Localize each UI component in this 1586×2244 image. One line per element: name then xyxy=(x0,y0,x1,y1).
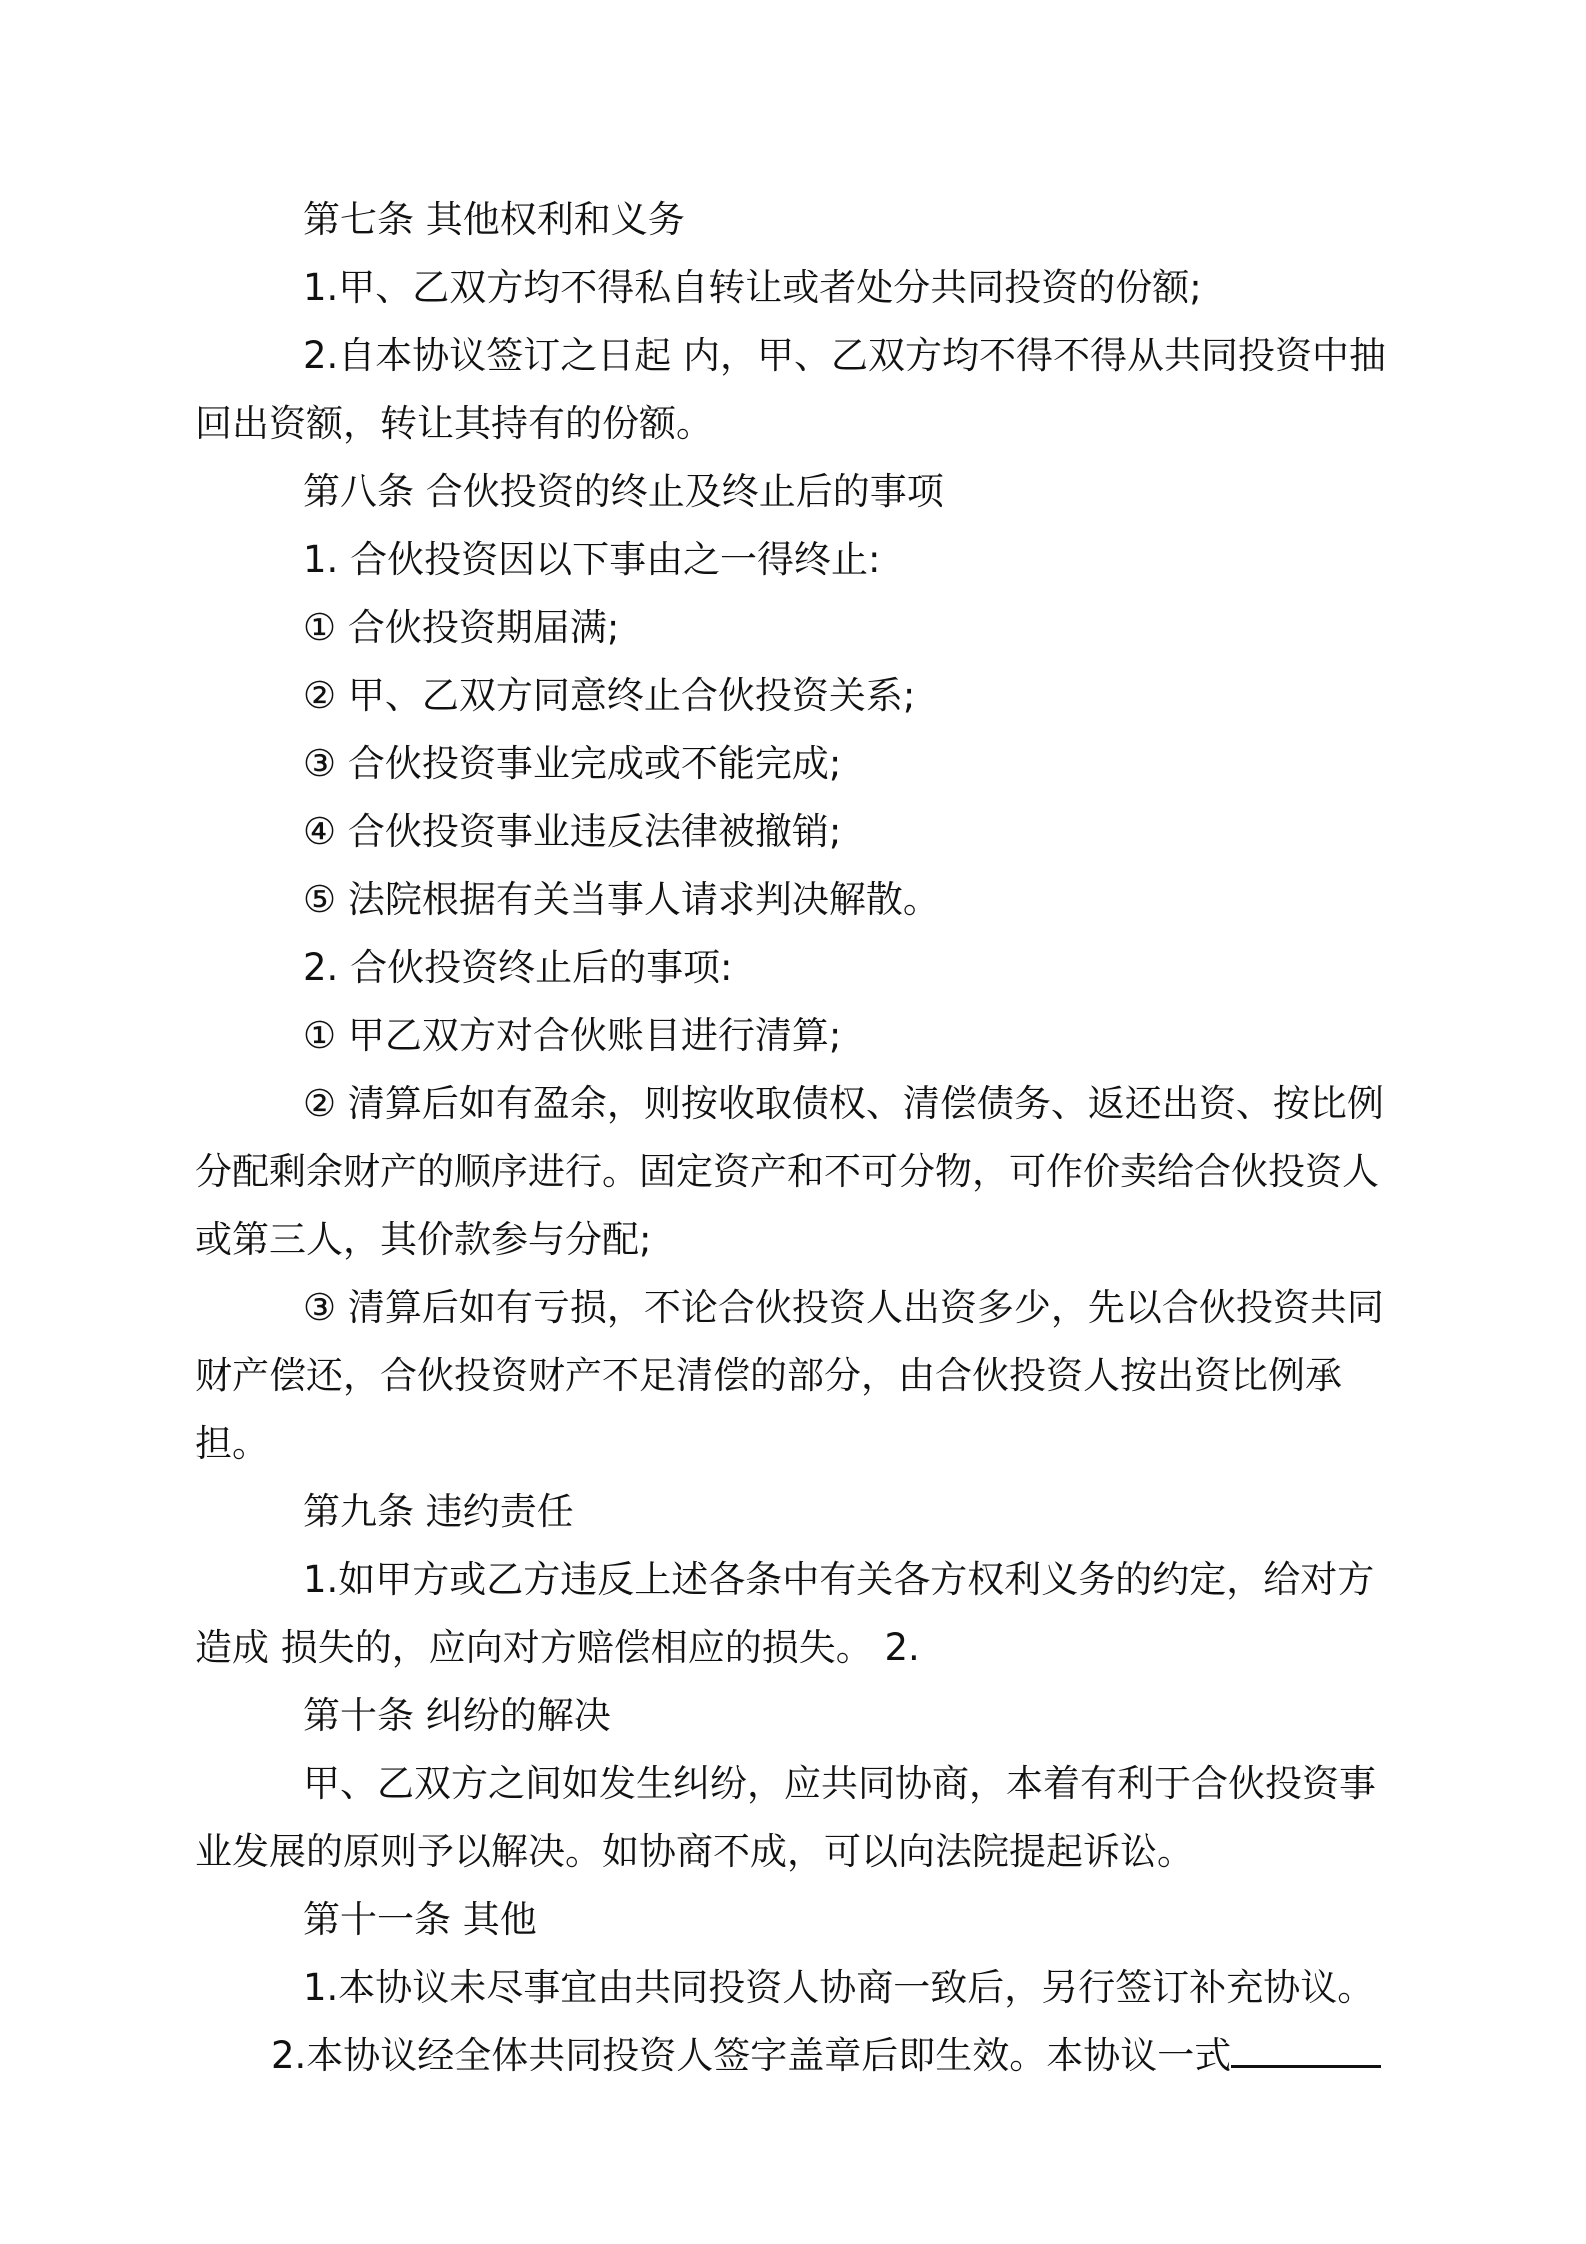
article-8-clause-1: 1. 合伙投资因以下事由之一得终止: xyxy=(303,538,881,581)
article-7-clause-1: 1.甲、乙双方均不得私自转让或者处分共同投资的份额; xyxy=(303,266,1202,309)
document-body xyxy=(195,186,1405,2090)
article-7-heading: 第七条 其他权利和义务 xyxy=(303,198,685,241)
article-8-subitem-1: ① 甲乙双方对合伙账目进行清算; xyxy=(303,1014,842,1057)
article-11-clause-1: 1.本协议未尽事宜由共同投资人协商一致后，另行签订补充协议。 xyxy=(303,1966,1375,2009)
article-8-item-1: ① 合伙投资期届满; xyxy=(303,606,620,649)
article-8-clause-2: 2. 合伙投资终止后的事项: xyxy=(303,946,733,989)
article-8-subitem-2: ② 清算后如有盈余，则按收取债权、清偿债务、返还出资、按比例分配剩余财产的顺序进行。固定资产和不可分物，可作价卖给合伙投资人或第三人，其价款参与分配; xyxy=(195,1082,1384,1261)
article-8-item-4: ④ 合伙投资事业违反法律被撤销; xyxy=(303,810,842,853)
article-10-body: 甲、乙双方之间如发生纠纷，应共同协商，本着有利于合伙投资事业发展的原则予以解决。如协商不成，可以向法院提起诉讼。 xyxy=(195,1762,1376,1873)
article-9-heading: 第九条 违约责任 xyxy=(303,1490,574,1533)
article-11-heading: 第十一条 其他 xyxy=(303,1898,537,1941)
article-7-clause-2: 2.自本协议签订之日起 内，甲、乙双方均不得不得从共同投资中抽回出资额，转让其持有的份额。 xyxy=(195,334,1387,445)
article-8-subitem-3: ③ 清算后如有亏损，不论合伙投资人出资多少，先以合伙投资共同财产偿还，合伙投资财产不足清偿的部分，由合伙投资人按出资比例承担。 xyxy=(195,1286,1384,1465)
article-11-clause-2-text: 2.本协议经全体共同投资人签字盖章后即生效。本协议一式 xyxy=(271,2034,1232,2077)
article-11-clause-2 xyxy=(195,2022,1405,2090)
article-9-clause-1: 1.如甲方或乙方违反上述各条中有关各方权利义务的约定，给对方造成 损失的，应向对方赔偿相应的损失。 2. xyxy=(195,1558,1375,1669)
article-8-item-5: ⑤ 法院根据有关当事人请求判决解散。 xyxy=(303,878,940,921)
article-8-heading: 第八条 合伙投资的终止及终止后的事项 xyxy=(303,470,944,513)
article-10-heading: 第十条 纠纷的解决 xyxy=(303,1694,611,1737)
article-8-item-3: ③ 合伙投资事业完成或不能完成; xyxy=(303,742,842,785)
article-8-item-2: ② 甲、乙双方同意终止合伙投资关系; xyxy=(303,674,916,717)
fill-in-blank xyxy=(1231,2035,1381,2068)
